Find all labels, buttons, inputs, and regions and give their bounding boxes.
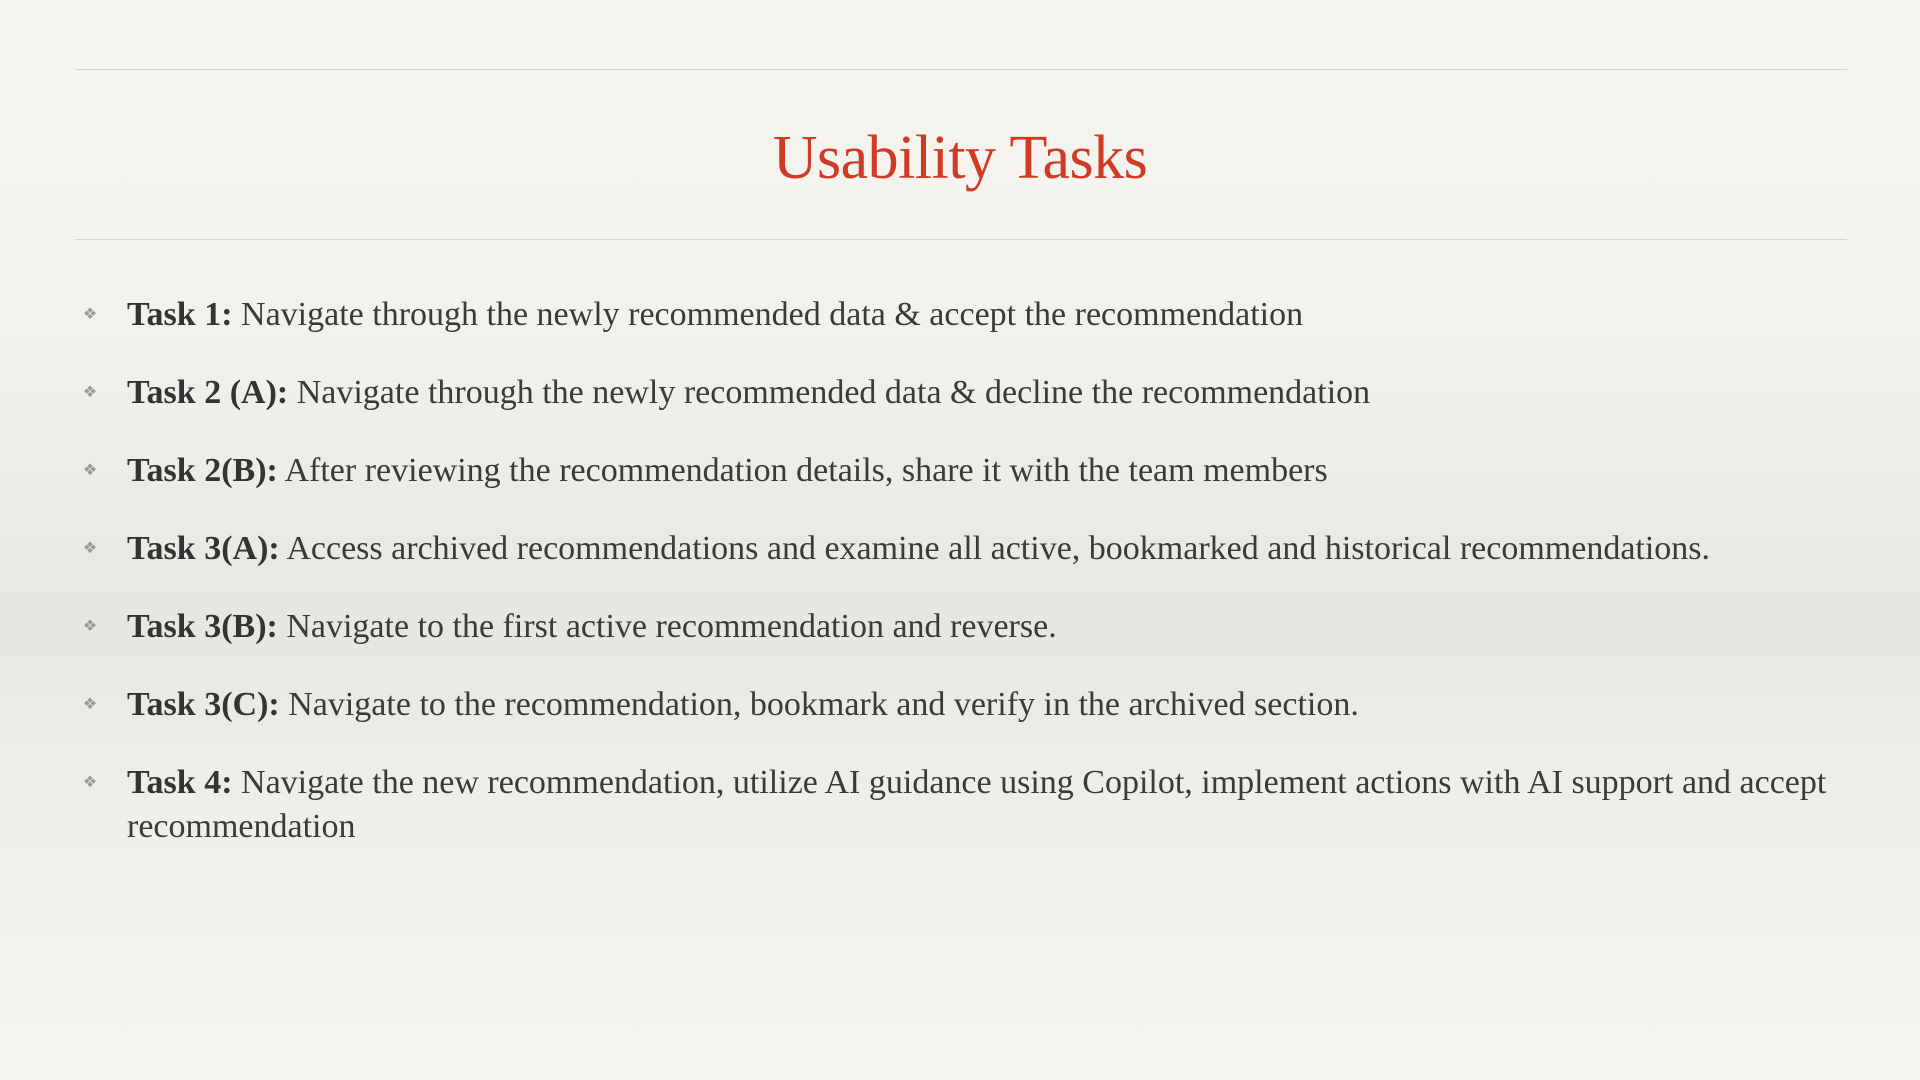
task-item-1 [75,293,1865,337]
task-description: Navigate through the newly recommended data & decline the recommendation [288,374,1371,411]
slide-title: Usability Tasks [772,124,1148,192]
task-description: Navigate the new recommendation, utilize AI guidance using Copilot, implement actions with AI support and accept recommendation [127,764,1827,845]
task-label: Task 2 (A): [127,374,289,411]
diamond-bullet-icon: ❖ [82,696,98,713]
task-description: After reviewing the recommendation details, share it with the team members [277,452,1328,489]
task-item-4 [75,761,1865,849]
diamond-bullet-icon: ❖ [82,462,98,479]
diamond-bullet-icon: ❖ [82,540,98,557]
diamond-bullet-icon: ❖ [82,618,98,635]
task-item-3a [75,527,1865,571]
task-label: Task 4: [127,764,233,801]
diamond-bullet-icon: ❖ [82,384,98,401]
task-item-2b [75,449,1865,493]
task-description: Access archived recommendations and examine all active, bookmarked and historical recommendations. [279,530,1711,567]
diamond-bullet-icon: ❖ [82,774,98,791]
task-item-2a [75,371,1865,415]
task-description: Navigate to the first active recommendation and reverse. [277,608,1057,645]
task-label: Task 2(B): [127,452,278,489]
diamond-bullet-icon: ❖ [82,306,98,323]
task-label: Task 3(A): [127,530,280,567]
task-label: Task 3(C): [127,686,280,723]
top-divider [75,69,1847,70]
task-description: Navigate through the newly recommended data & accept the recommendation [232,296,1304,333]
task-list [75,293,1865,883]
task-label: Task 1: [127,296,233,333]
task-label: Task 3(B): [127,608,278,645]
title-divider [75,239,1847,240]
task-item-3c [75,683,1865,727]
task-item-3b [75,605,1865,649]
task-description: Navigate to the recommendation, bookmark and verify in the archived section. [279,686,1359,723]
